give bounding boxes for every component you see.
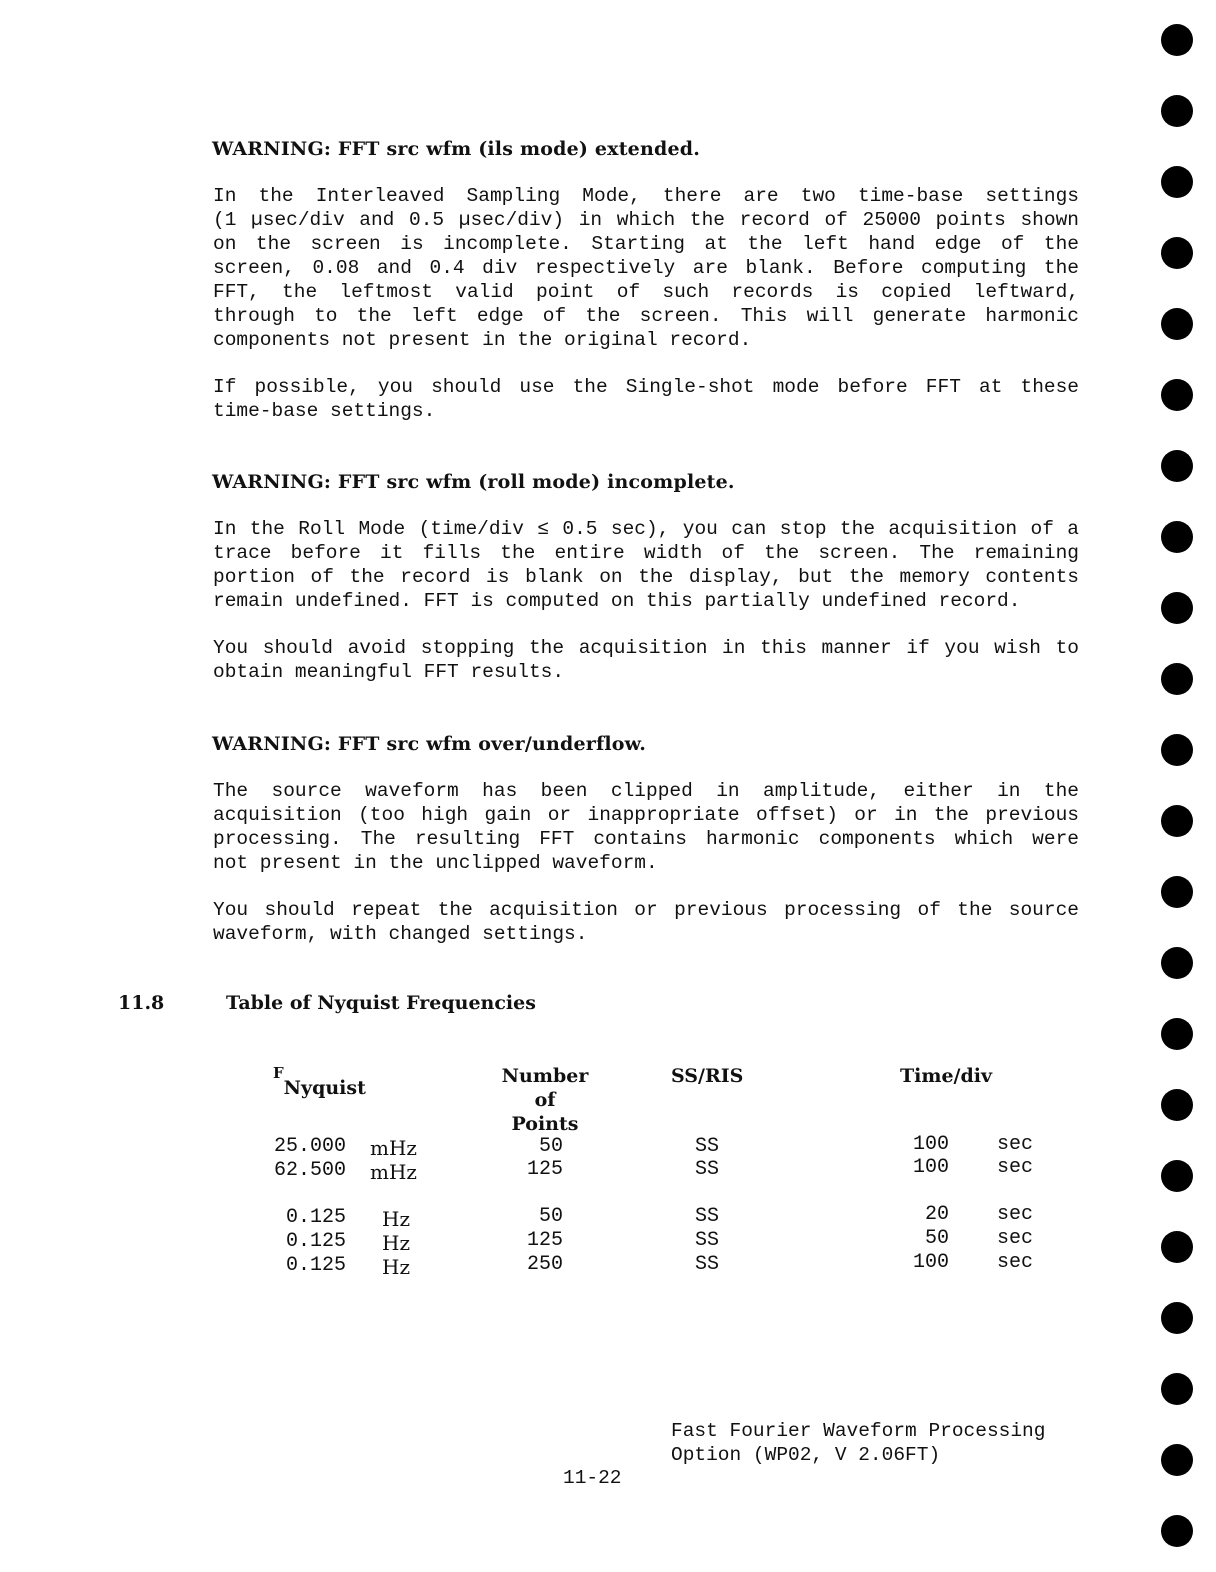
row-frequency: 0.125 bbox=[285, 1254, 346, 1277]
row-time-unit: sec bbox=[997, 1203, 1034, 1226]
warning-overflow-paragraph-2 bbox=[213, 898, 1079, 946]
header-time-div: Time/div bbox=[900, 1065, 993, 1087]
footer-title-line2: Option (WP02, V 2.06FT) bbox=[671, 1444, 941, 1466]
row-frequency: 25.000 bbox=[273, 1135, 346, 1158]
footer-title-line1: Fast Fourier Waveform Processing bbox=[671, 1420, 1046, 1442]
row-time: 50 bbox=[924, 1227, 949, 1250]
binder-hole bbox=[1161, 1160, 1193, 1192]
row-time-unit: sec bbox=[997, 1251, 1034, 1274]
binder-hole bbox=[1161, 1231, 1193, 1263]
binder-hole bbox=[1161, 1089, 1193, 1121]
row-frequency-unit: Hz bbox=[382, 1231, 410, 1255]
row-frequency-unit: Hz bbox=[382, 1207, 410, 1231]
row-points: 125 bbox=[526, 1158, 563, 1181]
warning-roll-paragraph-1 bbox=[213, 517, 1079, 613]
binder-hole bbox=[1161, 1018, 1193, 1050]
header-fnyquist-f: F bbox=[273, 1064, 284, 1082]
row-time: 100 bbox=[912, 1133, 949, 1156]
warning-title-roll: WARNING: FFT src wfm (roll mode) incomplete. bbox=[212, 471, 735, 493]
header-points-line1: Number of bbox=[501, 1065, 589, 1111]
binder-hole bbox=[1161, 876, 1193, 908]
row-points: 250 bbox=[526, 1253, 563, 1276]
text-line: on the screen is incomplete. Starting at the left hand edge of the bbox=[213, 233, 1079, 255]
row-points: 125 bbox=[526, 1229, 563, 1252]
row-frequency-unit: mHz bbox=[370, 1160, 417, 1184]
binder-hole bbox=[1161, 308, 1193, 340]
binder-hole bbox=[1161, 805, 1193, 837]
text-line: FFT, the leftmost valid point of such records is copied leftward, bbox=[213, 281, 1079, 303]
binder-hole bbox=[1161, 1302, 1193, 1334]
row-mode: SS bbox=[695, 1158, 720, 1181]
binder-hole bbox=[1161, 24, 1193, 56]
text-line: trace before it fills the entire width of the screen. The remaining bbox=[213, 542, 1079, 564]
page-number: 11-22 bbox=[563, 1467, 622, 1489]
header-fnyquist-sub: Nyquist bbox=[283, 1077, 366, 1099]
binder-hole bbox=[1161, 1515, 1193, 1547]
row-time: 100 bbox=[912, 1156, 949, 1179]
row-mode: SS bbox=[695, 1135, 720, 1158]
row-mode: SS bbox=[695, 1253, 720, 1276]
binder-hole bbox=[1161, 947, 1193, 979]
binder-hole bbox=[1161, 734, 1193, 766]
binder-hole bbox=[1161, 1373, 1193, 1405]
header-points-line2: Points bbox=[511, 1113, 579, 1135]
row-mode: SS bbox=[695, 1205, 720, 1228]
text-line: remain undefined. FFT is computed on this partially undefined record. bbox=[213, 590, 1021, 612]
header-fnyquist bbox=[273, 1064, 366, 1099]
binder-hole bbox=[1161, 237, 1193, 269]
warning-ils-paragraph-2 bbox=[213, 375, 1079, 423]
text-line: screen, 0.08 and 0.4 div respectively are blank. Before computing the bbox=[213, 257, 1079, 279]
warning-ils-paragraph-1 bbox=[213, 184, 1079, 352]
text-line: not present in the unclipped waveform. bbox=[213, 852, 658, 874]
header-ss-ris: SS/RIS bbox=[671, 1065, 744, 1087]
row-points: 50 bbox=[538, 1205, 563, 1228]
warning-title-ils: WARNING: FFT src wfm (ils mode) extended. bbox=[212, 138, 701, 160]
text-line: The source waveform has been clipped in amplitude, either in the bbox=[213, 780, 1079, 802]
text-line: (1 µsec/div and 0.5 µsec/div) in which the record of 25000 points shown bbox=[213, 209, 1079, 231]
binder-hole bbox=[1161, 592, 1193, 624]
section-title: Table of Nyquist Frequencies bbox=[226, 992, 536, 1014]
binder-hole bbox=[1161, 663, 1193, 695]
row-frequency-unit: mHz bbox=[370, 1136, 417, 1160]
text-line: In the Roll Mode (time/div ≤ 0.5 sec), you can stop the acquisition of a bbox=[213, 518, 1079, 540]
warning-roll-paragraph-2 bbox=[213, 636, 1079, 684]
row-time: 100 bbox=[912, 1251, 949, 1274]
binder-hole bbox=[1161, 95, 1193, 127]
row-time-unit: sec bbox=[997, 1156, 1034, 1179]
text-line: acquisition (too high gain or inappropriate offset) or in the previous bbox=[213, 804, 1079, 826]
binder-hole bbox=[1161, 379, 1193, 411]
binder-hole bbox=[1161, 166, 1193, 198]
text-line: through to the left edge of the screen. This will generate harmonic bbox=[213, 305, 1079, 327]
text-line: time-base settings. bbox=[213, 400, 436, 422]
header-number-of-points bbox=[490, 1064, 600, 1136]
text-line: You should repeat the acquisition or previous processing of the source bbox=[213, 899, 1079, 921]
warning-title-overflow: WARNING: FFT src wfm over/underflow. bbox=[212, 733, 647, 755]
row-mode: SS bbox=[695, 1229, 720, 1252]
text-line: If possible, you should use the Single-shot mode before FFT at these bbox=[213, 376, 1079, 398]
row-points: 50 bbox=[538, 1135, 563, 1158]
text-line: In the Interleaved Sampling Mode, there are two time-base settings bbox=[213, 185, 1079, 207]
text-line: You should avoid stopping the acquisition in this manner if you wish to bbox=[213, 637, 1079, 659]
text-line: waveform, with changed settings. bbox=[213, 923, 588, 945]
text-line: obtain meaningful FFT results. bbox=[213, 661, 565, 683]
row-time-unit: sec bbox=[997, 1133, 1034, 1156]
text-line: portion of the record is blank on the display, but the memory contents bbox=[213, 566, 1079, 588]
row-time-unit: sec bbox=[997, 1227, 1034, 1250]
row-time: 20 bbox=[924, 1203, 949, 1226]
text-line: components not present in the original record. bbox=[213, 329, 752, 351]
warning-overflow-paragraph-1 bbox=[213, 779, 1079, 875]
row-frequency: 62.500 bbox=[273, 1159, 346, 1182]
binder-hole bbox=[1161, 450, 1193, 482]
binder-hole bbox=[1161, 1444, 1193, 1476]
section-number: 11.8 bbox=[118, 992, 165, 1014]
binder-hole bbox=[1161, 521, 1193, 553]
row-frequency: 0.125 bbox=[285, 1230, 346, 1253]
row-frequency: 0.125 bbox=[285, 1206, 346, 1229]
row-frequency-unit: Hz bbox=[382, 1255, 410, 1279]
text-line: processing. The resulting FFT contains harmonic components which were bbox=[213, 828, 1079, 850]
